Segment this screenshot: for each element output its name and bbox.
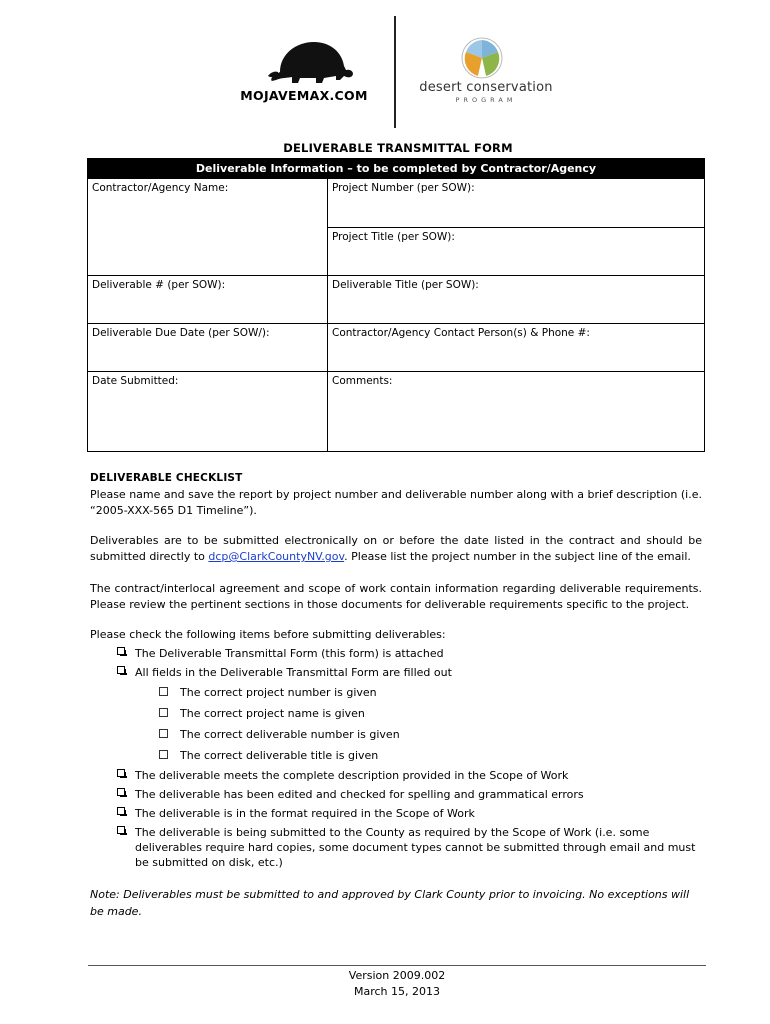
naming-paragraph: Please name and save the report by project number and deliverable number along with a brief description (i.e. “2005-XXX-565 D1 Timeline”). <box>90 488 702 517</box>
checkbox-edited[interactable] <box>117 788 125 796</box>
contractor-name-field[interactable] <box>88 179 327 275</box>
checkbox-submitted-as-required[interactable] <box>117 826 125 834</box>
dcp-email-link[interactable]: dcp@ClarkCountyNV.gov <box>208 550 345 563</box>
checkbox-project-number[interactable] <box>159 687 168 696</box>
checklist-subitem: The correct deliverable number is given <box>180 728 400 741</box>
dcp-subtitle-text: PROGRAM <box>455 96 517 104</box>
checklist-item: The deliverable is being submitted to the County as required by the Scope of Work (i.e. some deliverables require hard copies, some document types cannot be submitted through email and must be submitted on disk, etc.) <box>135 826 696 869</box>
checkbox-form-attached[interactable] <box>117 647 125 655</box>
checklist-item: The Deliverable Transmittal Form (this form) is attached <box>135 647 444 660</box>
deliverable-number-label: Deliverable # (per SOW): <box>92 279 226 291</box>
comments-label: Comments: <box>332 375 393 387</box>
checklist-item: All fields in the Deliverable Transmittal Form are filled out <box>135 666 452 679</box>
mojavemax-text: MOJAVEMAX.COM <box>240 88 368 103</box>
project-number-field[interactable] <box>328 179 704 227</box>
checklist-subitem: The correct project number is given <box>180 686 377 699</box>
dcp-emblem-icon <box>460 36 504 80</box>
deliverable-title-field[interactable] <box>328 276 704 323</box>
contractor-name-label: Contractor/Agency Name: <box>92 182 229 194</box>
checklist-subitem: The correct deliverable title is given <box>180 749 379 762</box>
checkbox-format[interactable] <box>117 807 125 815</box>
requirements-paragraph: The contract/interlocal agreement and scope of work contain information regarding deliverable requirements. Please review the pertinent sections in those documents for deliverable requirements specific to the project. <box>90 582 702 611</box>
project-number-label: Project Number (per SOW): <box>332 182 475 194</box>
footer-divider <box>88 965 706 966</box>
project-title-field[interactable] <box>328 228 704 275</box>
deliverable-title-label: Deliverable Title (per SOW): <box>332 279 479 291</box>
checklist-intro: Please check the following items before submitting deliverables: <box>90 628 446 641</box>
contact-label: Contractor/Agency Contact Person(s) & Phone #: <box>332 327 590 339</box>
contact-field[interactable] <box>328 324 704 371</box>
footer <box>0 968 770 1000</box>
project-title-label: Project Title (per SOW): <box>332 231 455 243</box>
dcp-logo <box>416 36 556 106</box>
checklist-title: DELIVERABLE CHECKLIST <box>90 472 243 484</box>
checkbox-meets-description[interactable] <box>117 769 125 777</box>
dcp-title-text: desert conservation <box>419 80 553 95</box>
checklist-item: The deliverable is in the format required in the Scope of Work <box>135 807 475 820</box>
submission-paragraph <box>90 533 702 565</box>
checklist-subitem: The correct project name is given <box>180 707 365 720</box>
checkbox-deliverable-title[interactable] <box>159 750 168 759</box>
submission-text-2: . Please list the project number in the subject line of the email. <box>344 550 691 563</box>
due-date-label: Deliverable Due Date (per SOW/): <box>92 327 270 339</box>
tortoise-icon <box>266 36 354 86</box>
date-submitted-field[interactable] <box>88 372 327 451</box>
date-submitted-label: Date Submitted: <box>92 375 179 387</box>
checklist-item: The deliverable has been edited and checked for spelling and grammatical errors <box>135 788 584 801</box>
due-date-field[interactable] <box>88 324 327 371</box>
table-header: Deliverable Information – to be completed by Contractor/Agency <box>88 159 704 179</box>
checkbox-fields-filled[interactable] <box>117 666 125 674</box>
checkbox-deliverable-number[interactable] <box>159 729 168 738</box>
deliverable-info-table <box>87 158 705 452</box>
comments-field[interactable] <box>328 372 704 451</box>
checkbox-project-name[interactable] <box>159 708 168 717</box>
form-title: DELIVERABLE TRANSMITTAL FORM <box>283 141 513 155</box>
version-text: Version 2009.002 <box>348 969 446 982</box>
mojavemax-logo <box>238 36 370 106</box>
checklist-item: The deliverable meets the complete description provided in the Scope of Work <box>135 769 569 782</box>
submission-text-1: Deliverables are to be submitted electronically on or before the date listed in the contract and should be submitted directly to <box>90 534 702 563</box>
deliverable-number-field[interactable] <box>88 276 327 323</box>
invoicing-note: Note: Deliverables must be submitted to and approved by Clark County prior to invoicing. No exceptions will be made. <box>90 888 690 918</box>
date-text: March 15, 2013 <box>353 985 440 998</box>
logo-divider <box>394 16 396 128</box>
